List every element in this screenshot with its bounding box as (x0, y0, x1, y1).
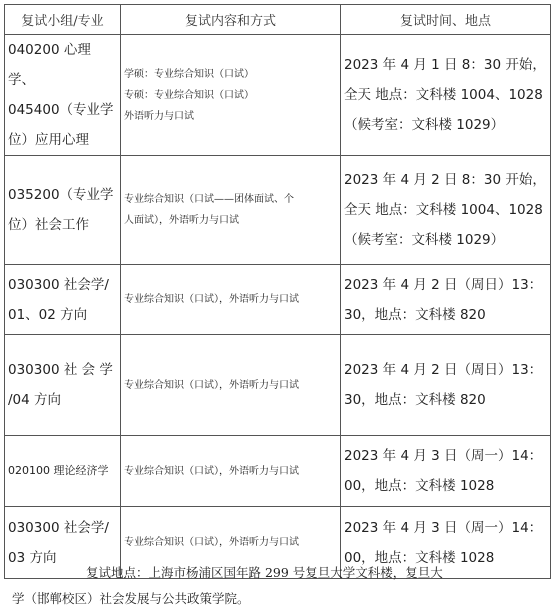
content-line: 学硕：专业综合知识（口试） (124, 68, 254, 80)
content-cell (121, 335, 341, 436)
time-line: 2023 年 4 月 3 日（周一）14： (344, 519, 543, 536)
time-line: 30，地点：文科楼 820 (344, 306, 486, 323)
footer-line-1: 复试地点：上海市杨浦区国年路 299 号复旦大学文科楼，复旦大 (86, 565, 443, 580)
time-cell (341, 436, 551, 507)
time-line: 00，地点：文科楼 1028 (344, 478, 495, 494)
time-cell (341, 35, 551, 156)
group-line: 位）社会工作 (8, 217, 89, 233)
time-line: 2023 年 4 月 2 日（周日）13： (344, 276, 543, 293)
time-line: 全天 地点：文科楼 1004、1028 (344, 87, 543, 103)
table-row (5, 436, 551, 507)
content-line: 专业综合知识（口试——团体面试、个 (124, 194, 294, 205)
group-line: 位）应用心理 (8, 132, 89, 148)
content-line: 专业综合知识（口试），外语听力与口试 (124, 465, 299, 477)
group-line: 030300 社 会 学 (8, 362, 113, 378)
content-line: 专硕：专业综合知识（口试） (124, 89, 254, 101)
group-cell (5, 35, 121, 156)
time-line: 2023 年 4 月 2 日（周日）13： (344, 362, 543, 378)
retest-schedule-table (4, 4, 551, 579)
content-line: 专业综合知识（口试），外语听力与口试 (124, 294, 299, 305)
time-line: （候考室：文科楼 1029） (344, 117, 505, 133)
content-line: 专业综合知识（口试），外语听力与口试 (124, 379, 299, 391)
time-line: 2023 年 4 月 2 日 8：30 开始， (344, 172, 546, 188)
time-cell (341, 265, 551, 335)
group-cell (5, 436, 121, 507)
group-cell (5, 335, 121, 436)
group-line: 030300 社会学/ (8, 519, 109, 536)
time-line: 30，地点：文科楼 820 (344, 392, 486, 408)
group-line: /04 方向 (8, 392, 62, 408)
group-cell (5, 265, 121, 335)
content-line: 人面试），外语听力与口试 (124, 215, 239, 226)
group-line: 01、02 方向 (8, 306, 88, 323)
time-cell (341, 335, 551, 436)
group-line: 030300 社会学/ (8, 276, 109, 293)
content-cell (121, 156, 341, 265)
time-line: 2023 年 4 月 1 日 8：30 开始， (344, 57, 546, 73)
group-line: 03 方向 (8, 549, 57, 566)
header-group: 复试小组/专业 (5, 5, 121, 35)
table-header-row (5, 5, 551, 35)
content-line: 专业综合知识（口试），外语听力与口试 (124, 537, 299, 548)
group-line: 020100 理论经济学 (8, 464, 109, 477)
table-row (5, 35, 551, 156)
time-line: （候考室：文科楼 1029） (344, 232, 505, 248)
table-row (5, 156, 551, 265)
group-line: 035200（专业学 (8, 187, 114, 203)
group-line: 045400（专业学 (8, 102, 114, 118)
header-time: 复试时间、地点 (341, 5, 551, 35)
content-cell (121, 265, 341, 335)
header-content: 复试内容和方式 (121, 5, 341, 35)
time-line: 2023 年 4 月 3 日（周一）14： (344, 448, 543, 464)
retest-location-note (0, 560, 554, 612)
footer-line-2: 学（邯郸校区）社会发展与公共政策学院。 (12, 591, 250, 606)
time-line: 全天 地点：文科楼 1004、1028 (344, 202, 543, 218)
table-row (5, 265, 551, 335)
time-cell (341, 156, 551, 265)
time-line: 00，地点：文科楼 1028 (344, 549, 495, 566)
table-row (5, 335, 551, 436)
content-line: 外语听力与口试 (124, 110, 194, 122)
group-cell (5, 156, 121, 265)
content-cell (121, 436, 341, 507)
group-line: 040200 心理学、 (8, 42, 91, 88)
content-cell (121, 35, 341, 156)
